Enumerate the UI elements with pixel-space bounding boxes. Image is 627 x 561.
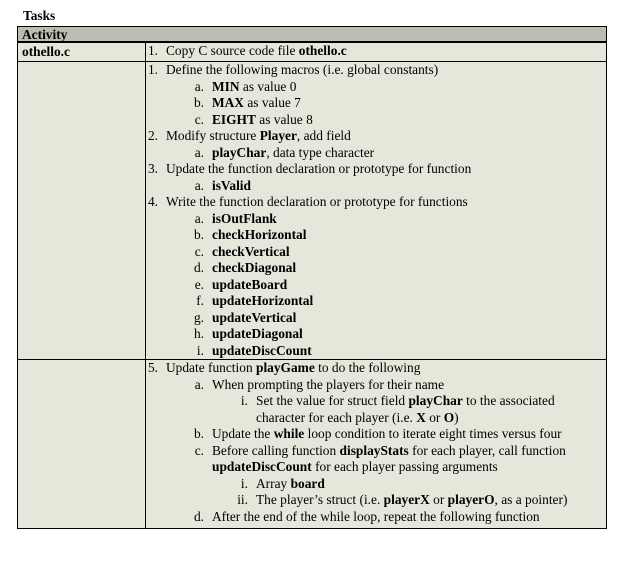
list-item bbox=[146, 443, 606, 460]
list-number: 1. bbox=[147, 43, 158, 58]
list-item bbox=[146, 43, 606, 60]
list-number: c. bbox=[194, 442, 204, 458]
list-item bbox=[146, 476, 606, 493]
list-text: character for each player (i.e. X or O) bbox=[256, 409, 459, 425]
list-text: playChar, data type character bbox=[212, 144, 375, 160]
list-number: h. bbox=[193, 326, 204, 341]
list-number: b. bbox=[193, 426, 204, 441]
list-text: checkDiagonal bbox=[212, 260, 297, 275]
list-text: EIGHT as value 8 bbox=[212, 111, 313, 127]
list-text: Update the while loop condition to iterate eight times versus four bbox=[212, 426, 562, 441]
file-cell bbox=[18, 62, 146, 359]
table-header: Activity bbox=[17, 26, 607, 43]
list-item bbox=[146, 410, 606, 427]
list-text: MIN as value 0 bbox=[212, 78, 297, 94]
list-text: checkVertical bbox=[212, 243, 290, 259]
list-item bbox=[146, 293, 606, 310]
list-item bbox=[146, 145, 606, 162]
list-number: d. bbox=[193, 508, 204, 524]
list-number: ii. bbox=[237, 492, 248, 507]
list-item bbox=[146, 310, 606, 327]
list-item bbox=[146, 260, 606, 277]
activity-cell bbox=[146, 43, 606, 61]
list-item bbox=[146, 112, 606, 129]
list-number: e. bbox=[194, 276, 204, 292]
activity-cell bbox=[146, 62, 606, 359]
list-text: Update the function declaration or prototype for function bbox=[166, 161, 472, 176]
table-row bbox=[17, 62, 607, 360]
list-text: checkHorizontal bbox=[212, 227, 307, 242]
list-item bbox=[146, 393, 606, 410]
list-number: c. bbox=[194, 243, 204, 259]
file-cell: othello.c bbox=[18, 43, 146, 61]
list-item bbox=[146, 343, 606, 360]
list-text: Define the following macros (i.e. global constants) bbox=[166, 62, 439, 77]
list-text: isOutFlank bbox=[212, 210, 277, 226]
list-text: Set the value for struct field playChar to the associated bbox=[256, 393, 555, 408]
list-number: a. bbox=[194, 210, 204, 226]
list-number: a. bbox=[194, 376, 204, 392]
list-text: Array board bbox=[256, 475, 325, 491]
table-row bbox=[17, 360, 607, 529]
list-number: d. bbox=[193, 260, 204, 275]
list-number: 1. bbox=[147, 62, 158, 77]
list-item bbox=[146, 326, 606, 343]
list-item bbox=[146, 79, 606, 96]
list-text: Copy C source code file othello.c bbox=[166, 43, 347, 58]
list-item bbox=[146, 178, 606, 195]
list-item bbox=[146, 227, 606, 244]
list-number: g. bbox=[193, 309, 204, 325]
list-text: updateDiagonal bbox=[212, 326, 303, 341]
list-text: When prompting the players for their name bbox=[212, 376, 445, 392]
list-item bbox=[146, 128, 606, 145]
list-item bbox=[146, 492, 606, 509]
list-text: Before calling function displayStats for each player, call function bbox=[212, 442, 566, 458]
page-title: Tasks bbox=[23, 8, 56, 23]
list-item bbox=[146, 211, 606, 228]
list-item bbox=[146, 161, 606, 178]
list-text: updateDiscCount bbox=[212, 342, 312, 358]
list-number: a. bbox=[194, 144, 204, 160]
list-number: 4. bbox=[147, 194, 158, 209]
list-item bbox=[146, 459, 606, 476]
list-item bbox=[146, 360, 606, 377]
activity-table bbox=[17, 26, 607, 529]
list-item bbox=[146, 509, 606, 526]
list-number: c. bbox=[194, 111, 204, 127]
list-number: 3. bbox=[147, 161, 158, 176]
file-cell bbox=[18, 360, 146, 528]
list-text: updateVertical bbox=[212, 309, 297, 325]
list-item bbox=[146, 95, 606, 112]
list-text: isValid bbox=[212, 177, 251, 193]
list-text: After the end of the while loop, repeat the following function bbox=[212, 508, 540, 524]
list-text: updateDiscCount for each player passing arguments bbox=[212, 459, 498, 474]
list-number: b. bbox=[193, 227, 204, 242]
list-item bbox=[146, 426, 606, 443]
list-number: f. bbox=[196, 293, 204, 308]
activity-cell bbox=[146, 360, 606, 528]
list-text: The player’s struct (i.e. playerX or playerO, as a pointer) bbox=[256, 492, 568, 507]
list-text: MAX as value 7 bbox=[212, 95, 301, 110]
list-number: b. bbox=[193, 95, 204, 110]
list-item bbox=[146, 377, 606, 394]
list-number: i. bbox=[240, 393, 248, 408]
list-text: Modify structure Player, add field bbox=[166, 128, 351, 143]
list-number: a. bbox=[194, 177, 204, 193]
list-item bbox=[146, 277, 606, 294]
list-number: 5. bbox=[147, 360, 158, 375]
list-number: i. bbox=[240, 475, 248, 491]
list-item bbox=[146, 244, 606, 261]
table-body bbox=[17, 43, 607, 529]
list-text: updateHorizontal bbox=[212, 293, 314, 308]
table-row bbox=[17, 43, 607, 62]
list-text: Update function playGame to do the following bbox=[166, 360, 421, 375]
list-text: Write the function declaration or prototype for functions bbox=[166, 194, 468, 209]
list-number: a. bbox=[194, 78, 204, 94]
list-number: 2. bbox=[147, 128, 158, 143]
list-number: i. bbox=[196, 342, 204, 358]
list-item bbox=[146, 62, 606, 79]
list-text: updateBoard bbox=[212, 276, 288, 292]
list-item bbox=[146, 194, 606, 211]
